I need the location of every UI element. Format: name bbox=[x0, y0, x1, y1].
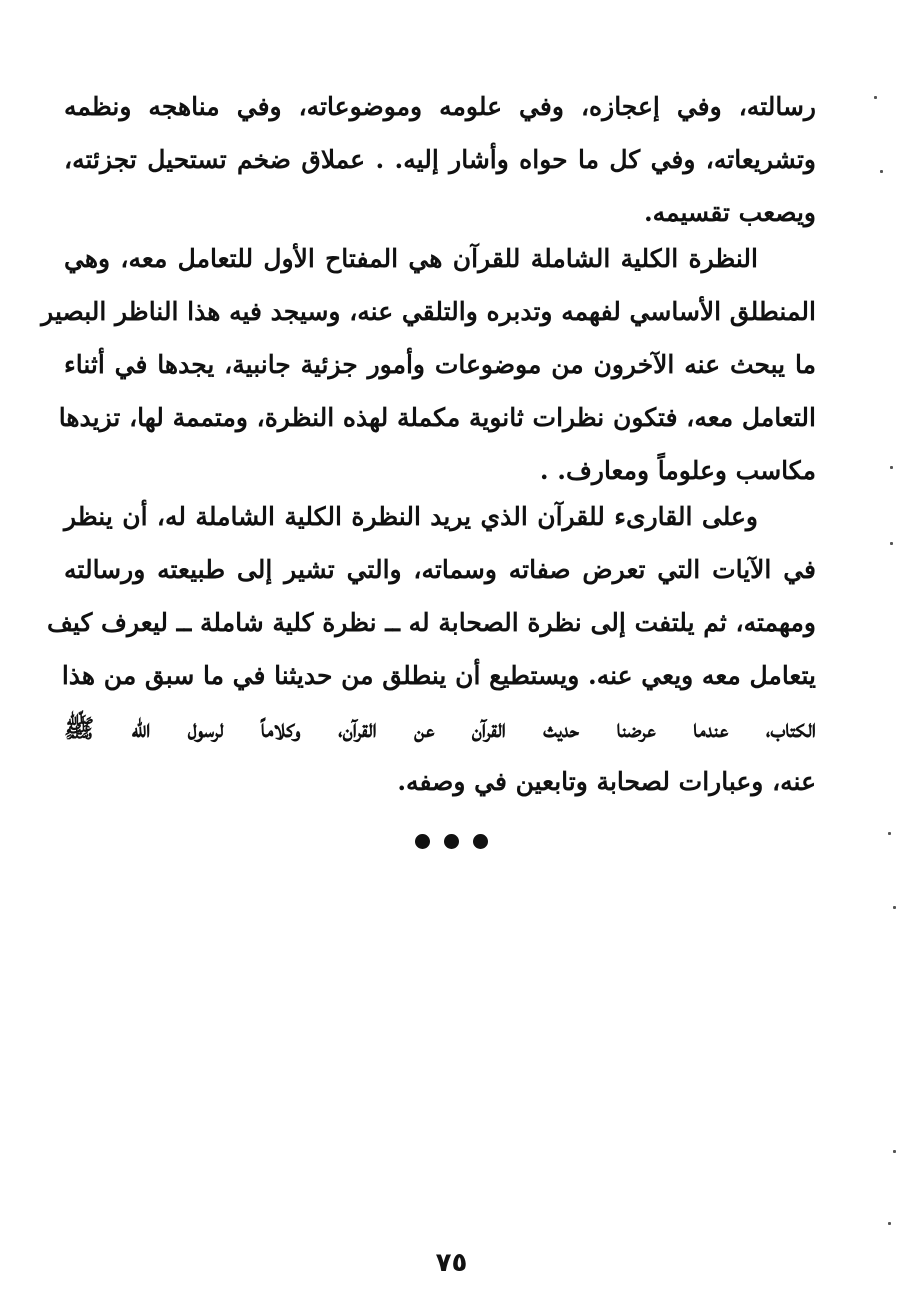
paragraph bbox=[47, 490, 816, 808]
scan-speck bbox=[893, 906, 896, 909]
section-separator bbox=[0, 834, 903, 849]
text-line: الكتاب، عندما عرضنا حديث القرآن عن القرآن، وكلاماً لرسول الله ﷺ bbox=[64, 714, 816, 743]
text-line: ومهمته، ثم يلتفت إلى نظرة الصحابة له ــ نظرة كلية شاملة ــ ليعرف كيف bbox=[47, 608, 816, 637]
text-line: وعلى القارىء للقرآن الذي يريد النظرة الكلية الشاملة له، أن ينظر bbox=[64, 502, 758, 531]
scan-speck bbox=[890, 466, 893, 469]
separator-dot-icon bbox=[415, 834, 430, 849]
text-line: النظرة الكلية الشاملة للقرآن هي المفتاح الأول للتعامل معه، وهي bbox=[64, 244, 758, 273]
scan-speck bbox=[888, 1222, 891, 1225]
scan-speck bbox=[880, 170, 883, 173]
text-line: رسالته، وفي إعجازه، وفي علومه وموضوعاته، وفي مناهجه ونظمه bbox=[64, 92, 816, 121]
text-line: التعامل معه، فتكون نظرات ثانوية مكملة لهذه النظرة، ومتممة لها، تزيدها bbox=[58, 403, 816, 432]
scan-speck bbox=[888, 832, 891, 835]
separator-dot-icon bbox=[473, 834, 488, 849]
text-line: ما يبحث عنه الآخرون من موضوعات وأمور جزئية جانبية، يجدها في أثناء bbox=[64, 350, 816, 379]
separator-dot-icon bbox=[444, 834, 459, 849]
text-line: مكاسب وعلوماً ومعارف. . bbox=[539, 456, 816, 485]
scan-speck bbox=[893, 1150, 896, 1153]
text-line: المنطلق الأساسي لفهمه وتدبره والتلقي عنه، وسيجد فيه هذا الناظر البصير bbox=[41, 297, 816, 326]
scan-speck bbox=[874, 96, 877, 99]
text-line: في الآيات التي تعرض صفاته وسماته، والتي تشير إلى طبيعته ورسالته bbox=[64, 555, 816, 584]
paragraph bbox=[41, 232, 816, 497]
page-number: ٧٥ bbox=[435, 1248, 468, 1278]
text-line: يتعامل معه ويعي عنه. ويستطيع أن ينطلق من حديثنا في ما سبق من هذا bbox=[61, 661, 816, 690]
text-line: عنه، وعبارات لصحابة وتابعين في وصفه. bbox=[397, 767, 816, 796]
text-line: وتشريعاته، وفي كل ما حواه وأشار إليه. . عملاق ضخم تستحيل تجزئته، bbox=[64, 145, 816, 174]
scan-speck bbox=[890, 542, 893, 545]
text-line: ويصعب تقسيمه. bbox=[643, 198, 816, 227]
paragraph bbox=[64, 80, 816, 239]
